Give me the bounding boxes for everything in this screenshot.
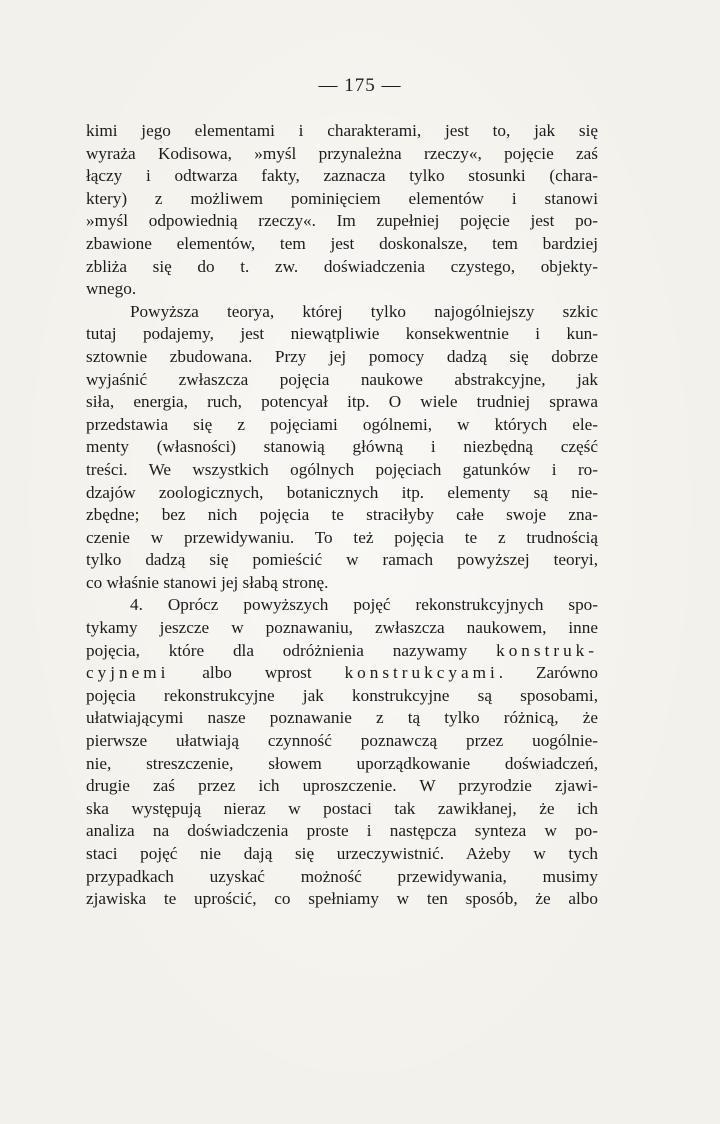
text-line: ułatwiającymi nasze poznawanie z tą tylko różnicą, że [86, 708, 598, 728]
text-line: pierwsze ułatwiają czynność poznawczą przez uogólnie- [86, 731, 598, 751]
text-line: dzajów zoologicznych, botanicznych itp. elementy są nie- [86, 482, 598, 502]
text-line: nie, streszczenie, słowem uporządkowanie doświadczeń, [86, 753, 598, 773]
emphasized-word: konstrukcyami [344, 663, 499, 683]
text-line: ska występują nieraz w postaci tak zawikłanej, że ich [86, 798, 598, 818]
text-line: pojęcia rekonstrukcyjne jak konstrukcyjne są sposobami, [86, 685, 598, 705]
text-line: wnego. [86, 279, 137, 299]
text-line: czenie w przewidywaniu. To też pojęcia te z trudnością [86, 527, 598, 547]
text-line: staci pojęć nie dają się urzeczywistnić. Ażeby w tych [86, 844, 598, 863]
text-line: łączy i odtwarza fakty, zaznacza tylko stosunki (chara- [86, 166, 598, 186]
text-line: tylko dadzą się pomieścić w ramach powyższej teoryi, [86, 550, 598, 570]
text-line: menty (własności) stanowią główną i niezbędną część [86, 437, 598, 457]
text-line: wyjaśnić zwłaszcza pojęcia naukowe abstrakcyjne, jak [86, 369, 598, 389]
text-line: przypadkach uzyskać możność przewidywania, musimy [86, 866, 598, 886]
text-line: zbawione elementów, tem jest doskonalsze, tem bardziej [86, 233, 598, 253]
body-text [86, 120, 598, 911]
text-line: tykamy jeszcze w poznawaniu, zwłaszcza naukowem, inne [86, 618, 598, 638]
text-line: 4. Oprócz powyższych pojęć rekonstrukcyjnych spo- [130, 595, 598, 615]
text-line: kimi jego elementami i charakterami, jest to, jak się [86, 121, 598, 140]
text-line: wyraża Kodisowa, »myśl przynależna rzeczy«, pojęcie zaś [86, 143, 598, 163]
text-line: cyjnemi albo wprost konstrukcyami. Zarówno [86, 663, 598, 683]
text-line: zjawiska te uprościć, co spełniamy w ten sposób, że albo [86, 889, 598, 909]
page-number: — 175 — [318, 75, 402, 96]
text-line: siła, energia, ruch, potencyał itp. O wiele trudniej sprawa [86, 392, 598, 412]
text-line: sztownie zbudowana. Przy jej pomocy dadzą się dobrze [86, 346, 598, 366]
text-line: Powyższa teorya, której tylko najogólniejszy szkic [130, 301, 598, 321]
text-line: drugie zaś przez ich uproszczenie. W przyrodzie zjawi- [86, 776, 598, 796]
text-line: co właśnie stanowi jej słabą stronę. [86, 572, 329, 592]
text-line: analiza na doświadczenia proste i następcza synteza w po- [86, 821, 598, 841]
emphasized-word: cyjnemi [86, 663, 170, 683]
emphasized-word: konstruk- [496, 640, 598, 660]
text-line: zbliża się do t. zw. doświadczenia czystego, objekty- [86, 256, 598, 276]
text-line: zbędne; bez nich pojęcia te straciłyby całe swoje zna- [86, 505, 598, 525]
text-line: pojęcia, które dla odróżnienia nazywamy konstruk- [86, 640, 598, 660]
paragraph-1 [86, 120, 598, 301]
paragraph-3 [86, 594, 598, 910]
text-line: tutaj podajemy, jest niewątpliwie konsekwentnie i kun- [86, 324, 598, 344]
text-line: przedstawia się z pojęciami ogólnemi, w których ele- [86, 414, 598, 434]
paragraph-2 [86, 301, 598, 595]
text-line: treści. We wszystkich ogólnych pojęciach gatunków i ro- [86, 459, 598, 479]
text-line: »myśl odpowiednią rzeczy«. Im zupełniej pojęcie jest po- [86, 211, 598, 231]
text-line: ktery) z możliwem pominięciem elementów i stanowi [86, 188, 598, 208]
